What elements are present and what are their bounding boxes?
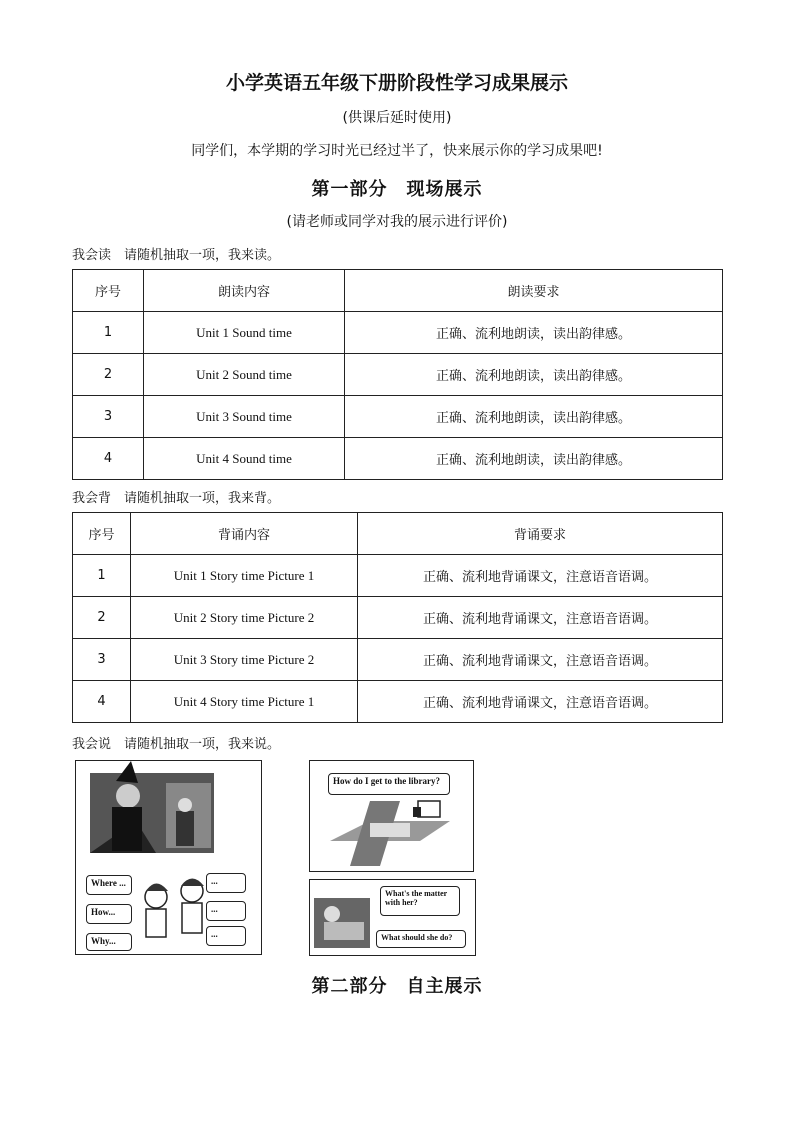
row-requirement: 正确、流利地背诵课文，注意语音语调。 (358, 597, 723, 639)
row-number: 3 (73, 396, 144, 438)
read-label: 我会读 请随机抽取一项，我来读。 (72, 248, 281, 263)
col-header-content: 朗读内容 (144, 270, 345, 312)
row-content: Unit 4 Sound time (144, 438, 345, 480)
table-header-row (73, 270, 723, 312)
row-requirement: 正确、流利地朗读，读出韵律感。 (345, 396, 723, 438)
row-number: 3 (73, 639, 131, 681)
speech-bubble-where: Where ... (86, 875, 132, 895)
library-picture-panel (309, 760, 474, 872)
table-row (73, 354, 723, 396)
speech-bubble-answer-2: ... (206, 901, 246, 921)
row-number: 1 (73, 312, 144, 354)
speech-bubble-answer-3: ... (206, 926, 246, 946)
row-requirement: 正确、流利地朗读，读出韵律感。 (345, 354, 723, 396)
table-row (73, 438, 723, 480)
col-header-number: 序号 (73, 513, 131, 555)
row-number: 2 (73, 597, 131, 639)
row-requirement: 正确、流利地朗读，读出韵律感。 (345, 438, 723, 480)
row-content: Unit 3 Story time Picture 2 (131, 639, 358, 681)
speech-bubble-how: How... (86, 904, 132, 924)
speech-bubble-should: What should she do? (376, 930, 466, 948)
table-row (73, 639, 723, 681)
part2-heading: 第二部分 自主展示 (311, 976, 483, 997)
speak-label: 我会说 请随机抽取一项，我来说。 (72, 737, 281, 752)
speech-bubble-library: How do I get to the library? (328, 773, 450, 795)
table-row (73, 312, 723, 354)
sick-picture-panel (309, 879, 476, 956)
witch-picture-panel (75, 760, 262, 955)
col-header-content: 背诵内容 (131, 513, 358, 555)
row-content: Unit 2 Sound time (144, 354, 345, 396)
row-content: Unit 3 Sound time (144, 396, 345, 438)
col-header-requirement: 背诵要求 (358, 513, 723, 555)
table-row (73, 396, 723, 438)
col-header-number: 序号 (73, 270, 144, 312)
intro-text: 同学们，本学期的学习时光已经过半了，快来展示你的学习成果吧! (191, 143, 603, 159)
row-number: 2 (73, 354, 144, 396)
part1-heading: 第一部分 现场展示 (311, 179, 483, 200)
row-requirement: 正确、流利地背诵课文，注意语音语调。 (358, 681, 723, 723)
row-number: 1 (73, 555, 131, 597)
table-row (73, 555, 723, 597)
row-requirement: 正确、流利地背诵课文，注意语音语调。 (358, 639, 723, 681)
recite-label: 我会背 请随机抽取一项，我来背。 (72, 491, 281, 506)
row-requirement: 正确、流利地朗读，读出韵律感。 (345, 312, 723, 354)
table-header-row (73, 513, 723, 555)
speech-bubble-why: Why... (86, 933, 132, 951)
row-number: 4 (73, 438, 144, 480)
speech-bubble-matter: What's the matter with her? (380, 886, 460, 916)
col-header-requirement: 朗读要求 (345, 270, 723, 312)
table-row (73, 681, 723, 723)
page-title: 小学英语五年级下册阶段性学习成果展示 (225, 72, 568, 94)
row-content: Unit 1 Sound time (144, 312, 345, 354)
recite-table (72, 512, 723, 723)
row-number: 4 (73, 681, 131, 723)
row-content: Unit 4 Story time Picture 1 (131, 681, 358, 723)
speech-bubble-answer-1: ... (206, 873, 246, 893)
table-row (73, 597, 723, 639)
row-content: Unit 2 Story time Picture 2 (131, 597, 358, 639)
read-table (72, 269, 723, 480)
part1-note: (请老师或同学对我的展示进行评价) (286, 214, 508, 230)
row-requirement: 正确、流利地背诵课文，注意语音语调。 (358, 555, 723, 597)
row-content: Unit 1 Story time Picture 1 (131, 555, 358, 597)
page-subtitle: (供课后延时使用) (342, 110, 452, 126)
